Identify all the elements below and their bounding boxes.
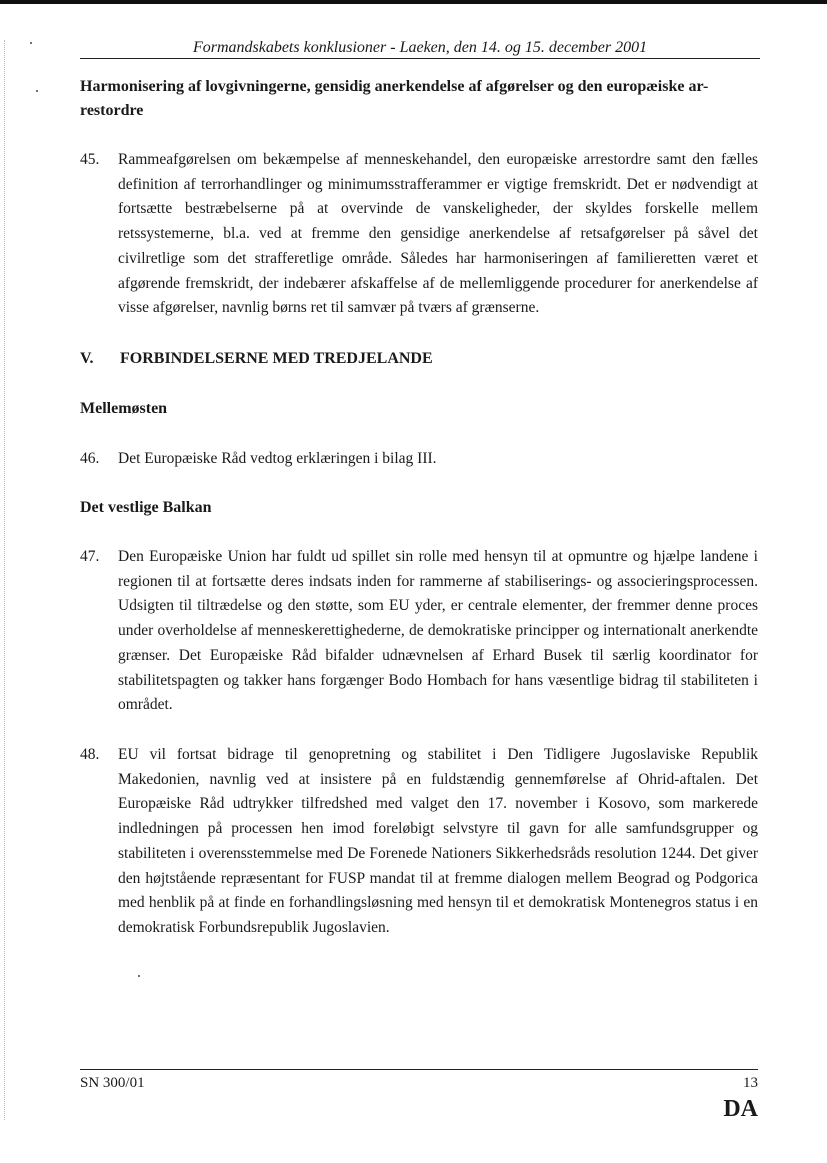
scan-speck [138,975,140,977]
header-rule [80,58,760,59]
paragraph-number-45: 45. [80,151,100,168]
scan-edge-left [4,40,6,1120]
language-code: DA [723,1096,758,1122]
footer-rule [80,1069,758,1070]
paragraph-45: Rammeafgørelsen om bekæmpelse af menneskehandel, den europæiske arrestordre samt den fælles definition af terrorhandlinger og minimumsstrafferammer er vigtige fremskridt. Det er nødvendigt at fortsætte bestræbelserne på at overvinde de vanskeligheder, der skyldes forskelle mellem retssystemerne, bl.a. ved at fremme den gensidige anerkendelse af retsafgørelser på såvel det civilretlige som det strafferetlige område. Således har harmoniseringen af familieretten været et afgørende fremskridt, der indebærer afskaffelse af de mellemliggende procedurer for anerkendelse af visse afgørelser, navnlig børns ret til samvær på tværs af grænserne. [118,151,758,317]
page-number: 13 [743,1075,758,1091]
heading-middle-east: Mellemøsten [80,400,168,417]
heading-western-balkans: Det vestlige Balkan [80,499,212,516]
paragraph-number-48: 48. [80,746,100,763]
paragraph-number-47: 47. [80,548,100,565]
paragraph-46: Det Europæiske Råd vedtog erklæringen i bilag III. [118,450,437,467]
scan-speck [36,90,38,92]
section-title-v: FORBINDELSERNE MED TREDJELANDE [120,350,433,367]
section-number-v: V. [80,350,94,367]
document-reference: SN 300/01 [80,1075,145,1091]
paragraph-47: Den Europæiske Union har fuldt ud spillet sin rolle med hensyn til at opmuntre og hjælpe landene i regionen til at fortsætte deres indsats inden for rammerne af stabiliserings- og associeringsprocessen. Udsigten til tiltrædelse og den støtte, som EU yder, er centrale elementer, der fremmer denne proces under overholdelse af menneskerettighederne, de demokratiske principper og internationalt anerkendte grænser. Det Europæiske Råd bifalder udnævnelsen af Erhard Busek til særlig koordinator for stabilitetspagten og takker hans forgænger Bodo Hombach for hans væsentlige bidrag til stabiliteten i området. [118,548,758,714]
running-header: Formandskabets konklusioner - Laeken, den 14. og 15. december 2001 [192,39,648,56]
paragraph-number-46: 46. [80,450,100,467]
paragraph-48: EU vil fortsat bidrage til genopretning og stabilitet i Den Tidligere Jugoslaviske Republik Makedonien, navnlig ved at insistere på en fuldstændig gennemførelse af Ohrid-aftalen. Det Europæiske Råd udtrykker tilfredshed med valget den 17. november i Kosovo, som markerede indledningen på processen hen imod foreløbigt selvstyre til gavn for alle samfundsgrupper og stabiliteten i overensstemmelse med De Forenede Nationers Sikkerhedsråds resolution 1244. Det giver den højtstående repræsentant for FUSP mandat til at fremme dialogen mellem Beograd og Podgorica med henblik på at finde en forhandlingsløsning med hensyn til et demokratisk Montenegros status i en demokratisk Forbundsrepublik Jugoslavien. [118,746,758,936]
scan-edge-top [0,0,827,4]
heading-harmonisation: Harmonisering af lovgivningerne, gensidig anerkendelse af afgørelser og den europæiske ar-restordre [80,78,709,119]
scan-speck [30,42,32,44]
